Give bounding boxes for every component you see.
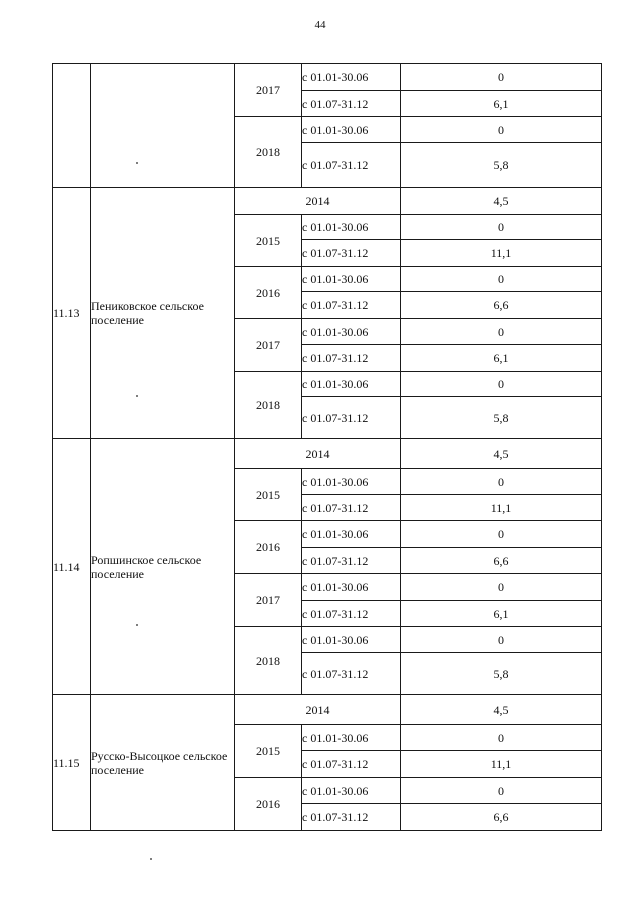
value-cell: 6,6	[401, 804, 602, 831]
settlement-name-cell: Ропшинское сельское поселение	[91, 439, 235, 695]
period-cell: с 01.07-31.12	[302, 292, 401, 319]
period-cell: с 01.01-30.06	[302, 117, 401, 143]
scan-speck	[136, 624, 138, 626]
period-cell: с 01.07-31.12	[302, 751, 401, 778]
value-cell: 0	[401, 372, 602, 397]
settlement-name-cell: Русско-Высоцкое сельское поселение	[91, 695, 235, 831]
settlement-name-cell: Пениковское сельское поселение	[91, 188, 235, 439]
value-cell: 6,1	[401, 345, 602, 372]
period-cell: с 01.01-30.06	[302, 725, 401, 751]
row-number-cell: 11.14	[53, 439, 91, 695]
value-cell: 0	[401, 319, 602, 345]
period-cell: с 01.07-31.12	[302, 548, 401, 574]
row-number-cell: 11.13	[53, 188, 91, 439]
value-cell: 0	[401, 469, 602, 495]
year-cell: 2017	[235, 574, 302, 627]
row-number-cell	[53, 64, 91, 188]
period-cell: с 01.01-30.06	[302, 64, 401, 91]
scan-speck	[150, 858, 152, 860]
value-cell: 0	[401, 778, 602, 804]
page-number: 44	[314, 19, 326, 31]
period-cell: с 01.07-31.12	[302, 397, 401, 439]
value-cell: 11,1	[401, 751, 602, 778]
value-cell: 0	[401, 521, 602, 548]
period-cell: с 01.07-31.12	[302, 601, 401, 627]
value-cell: 11,1	[401, 495, 602, 521]
period-cell: с 01.07-31.12	[302, 143, 401, 188]
year-cell: 2018	[235, 117, 302, 188]
value-cell: 0	[401, 627, 602, 653]
value-cell: 6,6	[401, 292, 602, 319]
year-cell: 2014	[235, 695, 401, 725]
period-cell: с 01.07-31.12	[302, 240, 401, 267]
value-cell: 0	[401, 117, 602, 143]
value-cell: 4,5	[401, 695, 602, 725]
year-cell: 2016	[235, 521, 302, 574]
scan-speck	[136, 162, 138, 164]
value-cell: 6,1	[401, 91, 602, 117]
value-cell: 0	[401, 215, 602, 240]
period-cell: с 01.01-30.06	[302, 574, 401, 601]
period-cell: с 01.01-30.06	[302, 627, 401, 653]
period-cell: с 01.01-30.06	[302, 319, 401, 345]
year-cell: 2017	[235, 319, 302, 372]
year-cell: 2015	[235, 725, 302, 778]
period-cell: с 01.01-30.06	[302, 267, 401, 292]
value-cell: 0	[401, 725, 602, 751]
period-cell: с 01.07-31.12	[302, 653, 401, 695]
year-cell: 2014	[235, 188, 401, 215]
period-cell: с 01.07-31.12	[302, 804, 401, 831]
tariff-table	[52, 63, 602, 831]
period-cell: с 01.01-30.06	[302, 521, 401, 548]
year-cell: 2017	[235, 64, 302, 117]
value-cell: 0	[401, 267, 602, 292]
value-cell: 0	[401, 574, 602, 601]
row-number-cell: 11.15	[53, 695, 91, 831]
period-cell: с 01.01-30.06	[302, 469, 401, 495]
period-cell: с 01.07-31.12	[302, 91, 401, 117]
year-cell: 2015	[235, 469, 302, 521]
value-cell: 4,5	[401, 188, 602, 215]
value-cell: 6,1	[401, 601, 602, 627]
year-cell: 2018	[235, 372, 302, 439]
year-cell: 2015	[235, 215, 302, 267]
value-cell: 5,8	[401, 397, 602, 439]
period-cell: с 01.01-30.06	[302, 778, 401, 804]
value-cell: 0	[401, 64, 602, 91]
year-cell: 2016	[235, 267, 302, 319]
period-cell: с 01.01-30.06	[302, 215, 401, 240]
period-cell: с 01.07-31.12	[302, 345, 401, 372]
value-cell: 4,5	[401, 439, 602, 469]
period-cell: с 01.01-30.06	[302, 372, 401, 397]
value-cell: 6,6	[401, 548, 602, 574]
year-cell: 2014	[235, 439, 401, 469]
year-cell: 2016	[235, 778, 302, 831]
value-cell: 11,1	[401, 240, 602, 267]
settlement-name-cell	[91, 64, 235, 188]
scan-speck	[136, 395, 138, 397]
value-cell: 5,8	[401, 143, 602, 188]
value-cell: 5,8	[401, 653, 602, 695]
year-cell: 2018	[235, 627, 302, 695]
period-cell: с 01.07-31.12	[302, 495, 401, 521]
